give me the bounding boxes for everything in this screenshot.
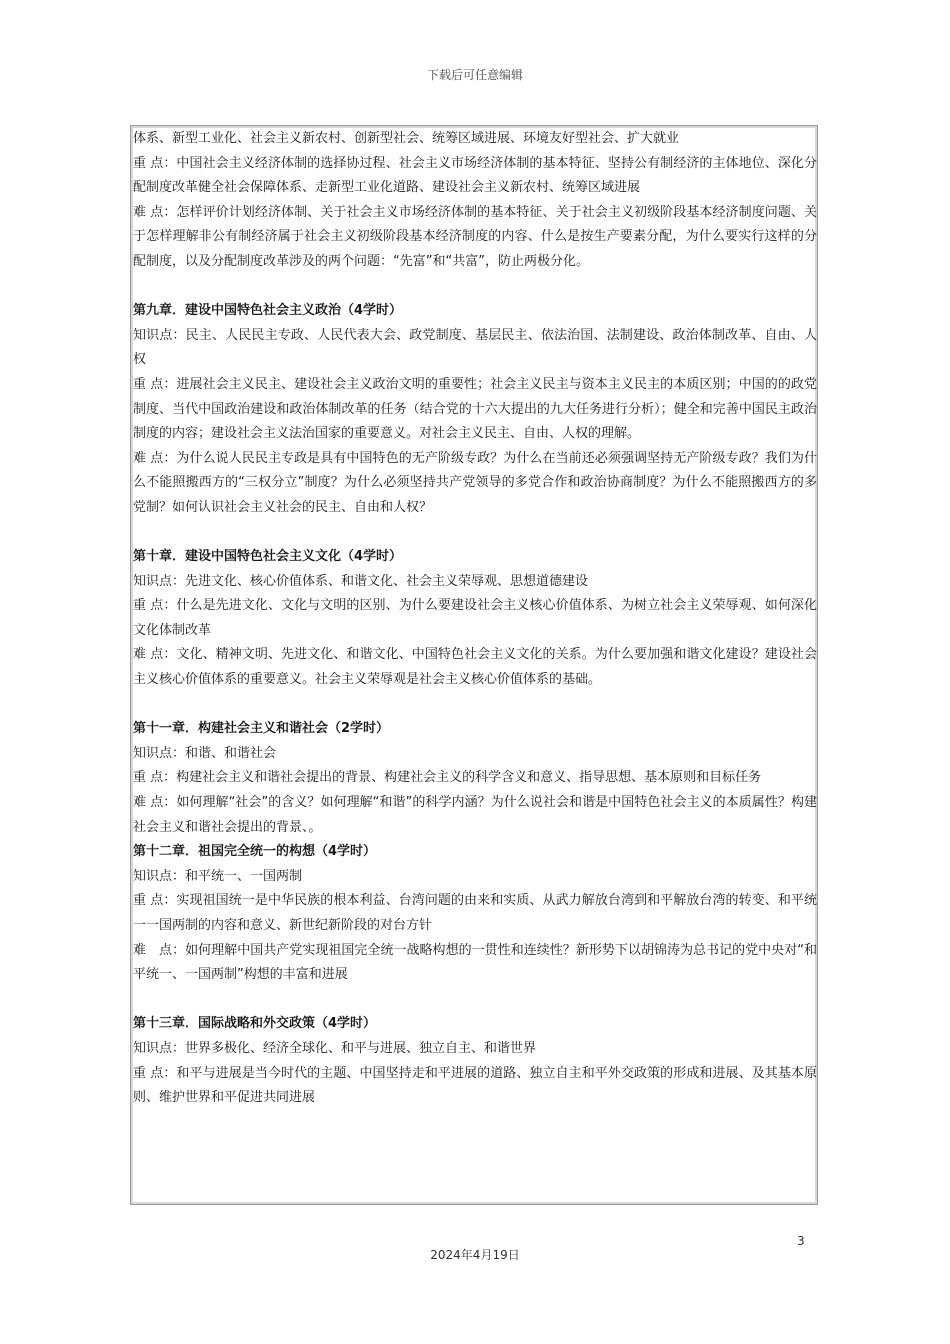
page-number: 3 — [797, 1234, 805, 1248]
key-points-paragraph: 重 点：实现祖国统一是中华民族的根本利益、台湾问题的由来和实质、从武力解放台湾到和平解放台湾的转变、和平统一一国两制的内容和意义、新世纪新阶段的对台方针 — [133, 893, 817, 933]
knowledge-points-paragraph: 知识点：和谐、和谐社会 — [133, 745, 277, 761]
page-header: 下载后可任意编辑 — [426, 68, 523, 82]
key-points-paragraph: 重 点：和平与进展是当今时代的主题、中国坚持走和平进展的道路、独立自主和平外交政策的形成和进展、及其基本原则、维护世界和平促进共同进展 — [133, 1065, 817, 1106]
key-points-paragraph: 重 点：构建社会主义和谐社会提出的背景、构建社会主义的科学含义和意义、指导思想、基本原则和目标任务 — [133, 770, 762, 786]
knowledge-points-paragraph: 知识点：民主、人民民主专政、人民代表大会、政党制度、基层民主、依法治国、法制建设、政治体制改革、自由、人权 — [133, 327, 817, 368]
chapter-heading: 第十一章．构建社会主义和谐社会（2学时） — [133, 721, 390, 737]
page-date: 2024年4月19日 — [430, 1248, 520, 1262]
knowledge-points-paragraph: 知识点：和平统一、一国两制 — [133, 868, 303, 884]
blank-line — [133, 988, 817, 1013]
chapter-heading: 第十二章．祖国完全统一的构想（4学时） — [133, 844, 377, 860]
difficulties-paragraph: 难 点：如何理解中国共产党实现祖国完全统一战略构想的一贯性和连续性？新形势下以胡锦涛为总书记的党中央对“和平统一、一国两制”构想的丰富和进展 — [133, 942, 817, 983]
difficulties-paragraph: 难 点：怎样评价计划经济体制、关于社会主义市场经济体制的基本特征、关于社会主义初级阶段基本经济制度问题、关于怎样理解非公有制经济属于社会主义初级阶段基本经济制度的内容、什么是按生产要素分配，为什么要实行这样的分配制度，以及分配制度改革涉及的两个问题：“先富”和“共富”，防止两极分化。 — [133, 204, 817, 269]
blank-line — [133, 275, 817, 300]
difficulties-paragraph: 难 点：文化、精神文明、先进文化、和谐文化、中国特色社会主义文化的关系。为什么要加强和谐文化建设？建设社会主义核心价值体系的重要意义。社会主义荣辱观是社会主义核心价值体系的基础。 — [133, 647, 817, 688]
key-points-paragraph: 重 点：什么是先进文化、文化与文明的区别、为什么要建设社会主义核心价值体系、为树立社会主义荣辱观、如何深化文化体制改革 — [133, 598, 817, 638]
document-body — [133, 127, 817, 1111]
body-paragraph: 体系、新型工业化、社会主义新农村、创新型社会、统筹区域进展、环境友好型社会、扩大就业 — [133, 131, 680, 146]
chapter-heading: 第九章．建设中国特色社会主义政治（4学时） — [133, 303, 403, 319]
blank-line — [133, 521, 817, 546]
chapter-heading: 第十三章．国际战略和外交政策（4学时） — [133, 1016, 377, 1032]
key-points-paragraph: 重 点：中国社会主义经济体制的选择协过程、社会主义市场经济体制的基本特征、坚持公有制经济的主体地位、深化分配制度改革健全社会保障体系、走新型工业化道路、建设社会主义新农村、统筹区域进展 — [133, 155, 817, 196]
difficulties-paragraph: 难 点：为什么说人民民主专政是具有中国特色的无产阶级专政？为什么在当前还必须强调坚持无产阶级专政？我们为什么不能照搬西方的“三权分立”制度？为什么必须坚持共产党领导的多党合作和政治协商制度？为什么不能照搬西方的多党制？如何认识社会主义社会的民主、自由和人权？ — [133, 450, 817, 515]
chapter-heading: 第十章．建设中国特色社会主义文化（4学时） — [133, 549, 403, 565]
blank-line — [133, 693, 817, 718]
difficulties-paragraph: 难 点：如何理解“社会”的含义？如何理解“和谐”的科学内涵？为什么说社会和谐是中国特色社会主义的本质属性？构建社会主义和谐社会提出的背景、。 — [133, 795, 817, 835]
key-points-paragraph: 重 点：进展社会主义民主、建设社会主义政治文明的重要性；社会主义民主与资本主义民主的本质区别；中国的的政党制度、当代中国政治建设和政治体制改革的任务（结合党的十六大提出的九大任务进行分析）；健全和完善中国民主政治制度的内容；建设社会主义法治国家的重要意义。对社会主义民主、自由、人权的理解。 — [133, 376, 817, 442]
knowledge-points-paragraph: 知识点：世界多极化、经济全球化、和平与进展、独立自主、和谐世界 — [133, 1040, 537, 1056]
knowledge-points-paragraph: 知识点：先进文化、核心价值体系、和谐文化、社会主义荣辱观、思想道德建设 — [133, 573, 589, 589]
